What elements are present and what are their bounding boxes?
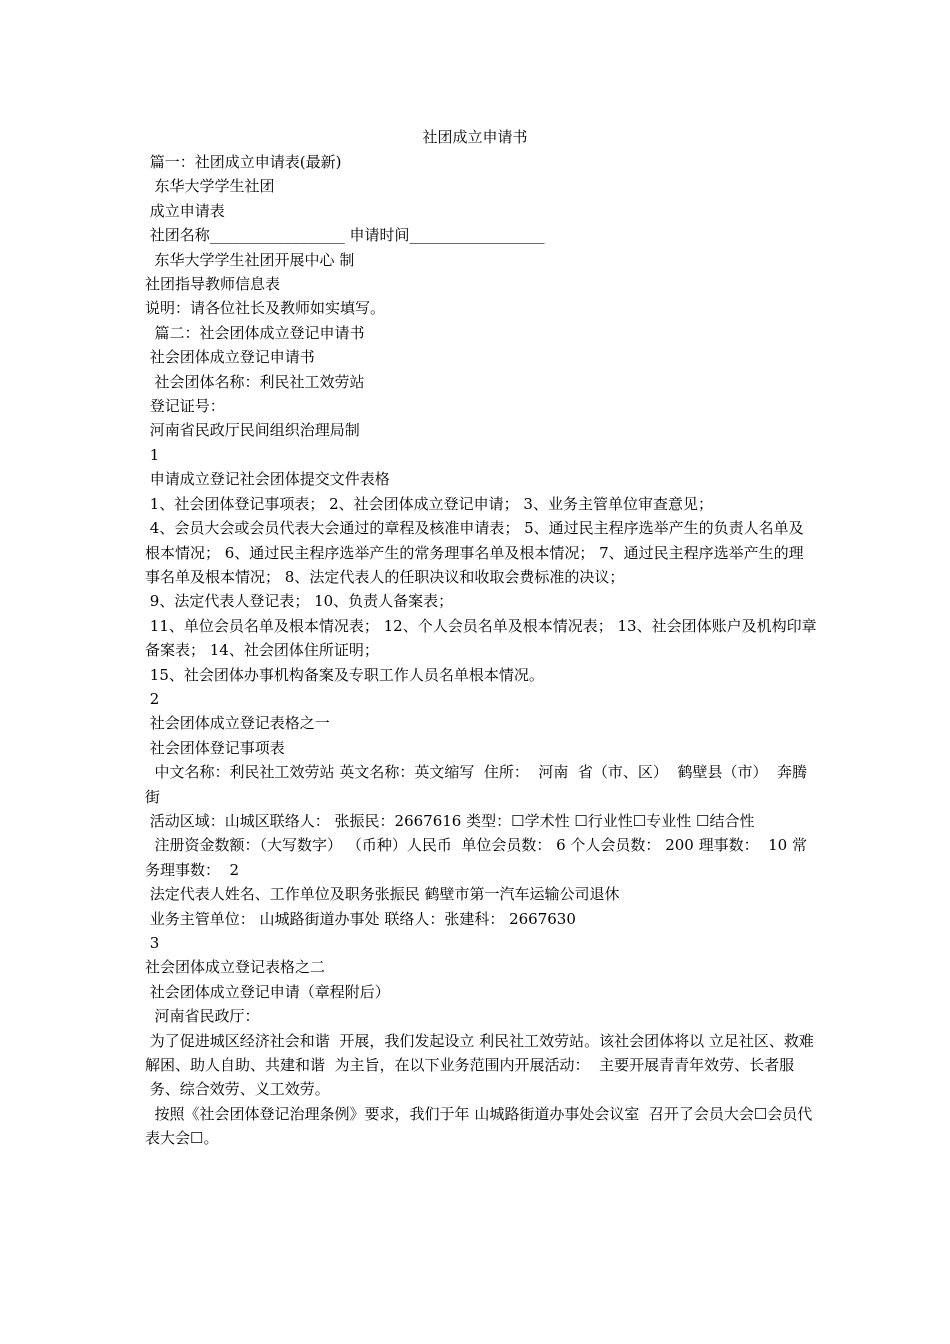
body-line: 社会团体成立登记申请（章程附后） [145, 982, 390, 1001]
body-paragraph: 活动区域：山城区联络人： 张振民：2667616 类型：☐学术性 ☐行业性☐专业性 ☐结合性 [145, 811, 755, 830]
document-body [145, 150, 817, 1151]
body-line: 务、综合效劳、义工效劳。 [145, 1080, 330, 1099]
body-line: 1、社会团体登记事项表； 2、社会团体成立登记申请； 3、业务主管单位审查意见； [145, 494, 713, 513]
body-paragraph: 中文名称：利民社工效劳站 英文名称：英文缩写 住所： 河南 省（市、区） 鹤壁县（市） 奔腾 街 [145, 763, 817, 806]
body-line: 说明：请各位社长及教师如实填写。 [145, 299, 386, 318]
body-line: 篇一：社团成立申请表(最新) [145, 153, 342, 171]
body-line: 社会团体成立登记表格之一 [145, 714, 330, 733]
body-line: 社会团体成立登记申请书 [145, 348, 315, 367]
body-line: 社团名称__________________ 申请时间__________________ [145, 226, 545, 245]
body-line: 社会团体成立登记表格之二 [145, 958, 326, 977]
page-number: 1 [145, 445, 160, 464]
document-title: 社团成立申请书 [422, 128, 528, 146]
body-paragraph: 为了促进城区经济社会和谐 开展，我们发起设立 利民社工效劳站。该社会团体将以 立足社区、救难解困、助人自助、共建和谐 为主旨，在以下业务范围内开展活动： 主要开展青青年效劳、长者服 [145, 1031, 814, 1075]
body-line: 成立申请表 [145, 201, 225, 220]
body-line: 业务主管单位： 山城路街道办事处 联络人：张建科： 2667630 [145, 909, 576, 928]
page-number: 3 [145, 934, 160, 952]
body-line: 社会团体登记事项表 [145, 738, 285, 757]
body-paragraph: 按照《社会团体登记治理条例》要求，我们于年 山城路街道办事处会议室 召开了会员大会☐会员代表大会☐。 [145, 1104, 813, 1148]
body-line: 登记证号： [145, 397, 225, 416]
body-line: 篇二：社会团体成立登记申请书 [145, 323, 365, 342]
body-line: 申请成立登记社会团体提交文件表格 [145, 470, 390, 489]
page-number: 2 [145, 689, 160, 708]
body-line: 东华大学学生社团开展中心 制 [145, 250, 355, 269]
body-line: 社会团体名称：利民社工效劳站 [145, 372, 365, 391]
body-line: 河南省民政厅民间组织治理局制 [145, 421, 360, 440]
body-line: 社团指导教师信息表 [145, 275, 281, 294]
body-paragraph: 注册资金数额：（大写数字） （币种）人民币 单位会员数： 6 个人会员数： 200 理事数： 10 常务理事数： 2 [145, 836, 807, 879]
body-line: 15、社会团体办事机构备案及专职工作人员名单根本情况。 [145, 665, 544, 684]
body-paragraph: 4、会员大会或会员代表大会通过的章程及核准申请表； 5、通过民主程序选举产生的负责人名单及根本情况； 6、通过民主程序选举产生的常务理事名单及根本情况； 7、通过民主程序选举产生的理事名单及根本情况； 8、法定代表人的任职决议和收取会费标准的决议； [145, 519, 804, 586]
body-line: 法定代表人姓名、工作单位及职务张振民 鹤壁市第一汽车运输公司退休 [145, 885, 620, 904]
body-paragraph: 11、单位会员名单及根本情况表； 12、个人会员名单及根本情况表； 13、社会团体账户及机构印章备案表； 14、社会团体住所证明； [145, 616, 817, 660]
body-line: 东华大学学生社团 [145, 177, 275, 196]
body-line: 9、法定代表人登记表； 10、负责人备案表； [145, 592, 454, 611]
body-line: 河南省民政厅： [145, 1007, 260, 1026]
